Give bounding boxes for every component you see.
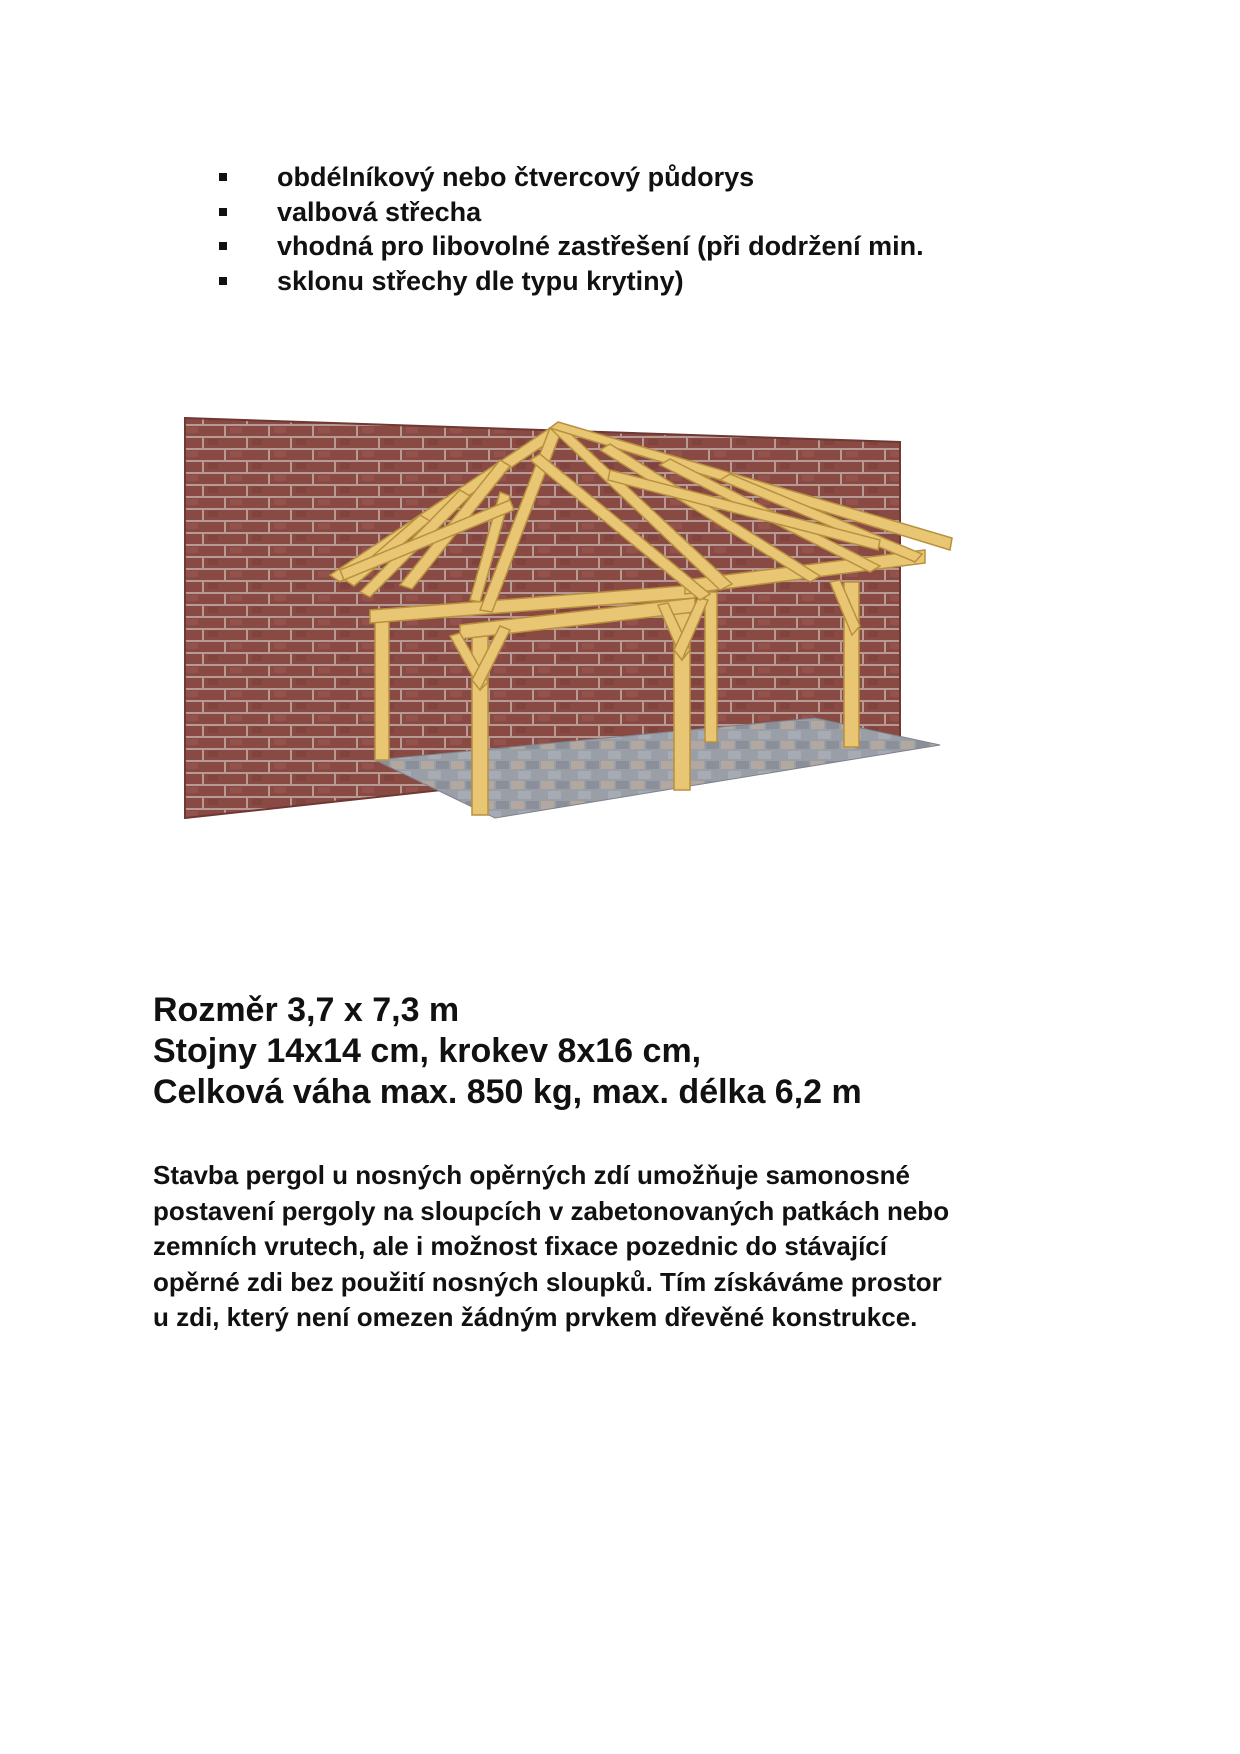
- bullet-square-icon: [219, 173, 227, 181]
- description-line: zemních vrutech, ale i možnost fixace pozednic do stávající: [153, 1231, 887, 1261]
- post: [375, 610, 389, 760]
- feature-text: vhodná pro libovolné zastřešení (při dodržení min.: [277, 231, 924, 261]
- spec-weight: Celková váha max. 850 kg, max. délka 6,2 m: [153, 1073, 862, 1111]
- feature-item: [215, 229, 924, 264]
- feature-text: obdélníkový nebo čtvercový půdorys: [277, 162, 755, 192]
- feature-text: valbová střecha: [277, 196, 482, 227]
- bullet-square-icon: [219, 242, 227, 250]
- spec-timber: Stojny 14x14 cm, krokev 8x16 cm,: [153, 1032, 702, 1070]
- bullet-square-icon: [219, 277, 227, 285]
- specifications: [153, 990, 862, 1113]
- feature-text: sklonu střechy dle typu krytiny): [277, 265, 684, 296]
- feature-list: [215, 160, 924, 298]
- feature-item: [215, 195, 924, 230]
- pergola-illustration: [180, 400, 1040, 870]
- post: [705, 592, 717, 742]
- description-line: u zdi, který není omezen žádným prvkem dřevěné konstrukce.: [153, 1302, 918, 1332]
- spec-dimensions: Rozměr 3,7 x 7,3 m: [153, 991, 460, 1029]
- description-line: Stavba pergol u nosných opěrných zdí umožňuje samonosné: [153, 1160, 911, 1190]
- bullet-square-icon: [219, 208, 227, 216]
- description-line: postavení pergoly na sloupcích v zabetonovaných patkách nebo: [153, 1195, 950, 1226]
- description-line: opěrné zdi bez použití nosných sloupků. Tím získáváme prostor: [153, 1266, 942, 1297]
- description-paragraph: [153, 1158, 1113, 1336]
- feature-item: [215, 160, 924, 195]
- feature-item: [215, 264, 924, 299]
